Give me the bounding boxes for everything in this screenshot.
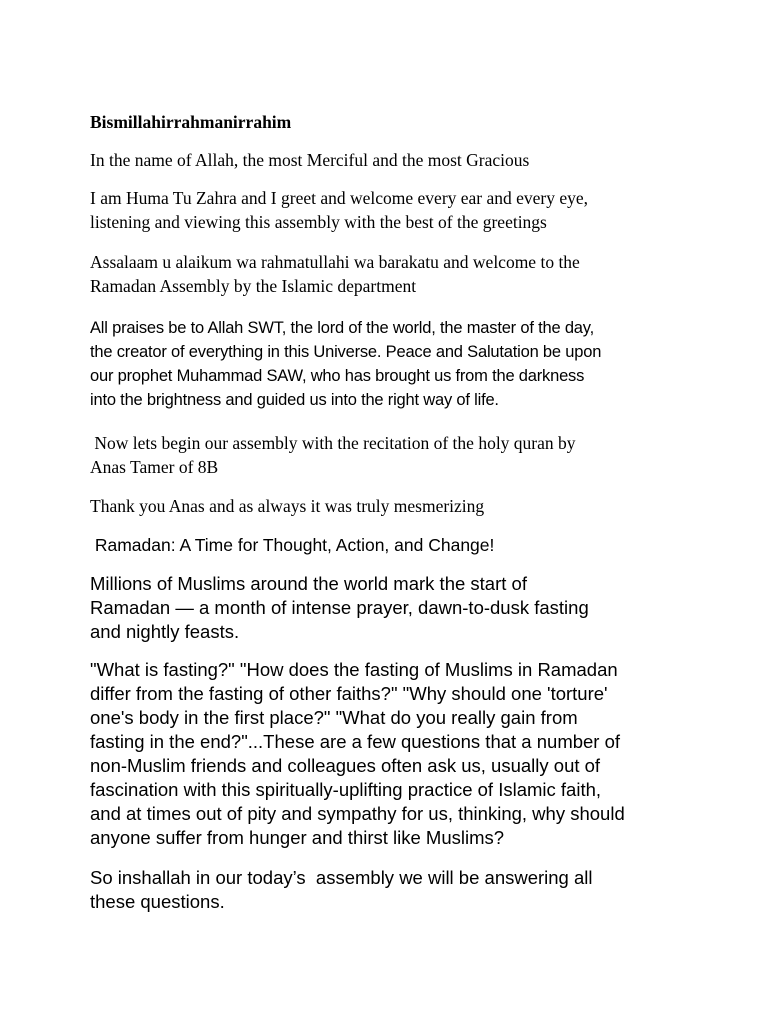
subheading: Ramadan: A Time for Thought, Action, and Change! <box>90 535 495 555</box>
text-line: Anas Tamer of 8B <box>90 457 219 477</box>
paragraph-recitation <box>90 431 690 479</box>
paragraph-ramadan-intro <box>90 572 690 644</box>
text-line: and nightly feasts. <box>90 621 240 642</box>
text-line: Now lets begin our assembly with the recitation of the holy quran by <box>90 433 576 453</box>
paragraph-questions <box>90 658 690 850</box>
text-line: So inshallah in our today’s assembly we will be answering all <box>90 867 593 888</box>
text-line: one's body in the first place?" "What do you really gain from <box>90 707 578 728</box>
paragraph-thanks: Thank you Anas and as always it was truly mesmerizing <box>90 496 485 516</box>
paragraph-praises <box>90 316 690 412</box>
text-line: our prophet Muhammad SAW, who has brought us from the darkness <box>90 367 585 385</box>
text-line: into the brightness and guided us into the right way of life. <box>90 391 499 409</box>
paragraph-closing <box>90 866 690 914</box>
text-line: Millions of Muslims around the world mark the start of <box>90 573 527 594</box>
text-line: differ from the fasting of other faiths?" "Why should one 'torture' <box>90 683 608 704</box>
text-line: anyone suffer from hunger and thirst like Muslims? <box>90 827 505 848</box>
text-line: these questions. <box>90 891 225 912</box>
text-line: Ramadan Assembly by the Islamic department <box>90 276 417 296</box>
text-line: I am Huma Tu Zahra and I greet and welcome every ear and every eye, <box>90 188 589 208</box>
text-line: fasting in the end?"...These are a few questions that a number of <box>90 731 621 752</box>
text-line: "What is fasting?" "How does the fasting of Muslims in Ramadan <box>90 659 618 680</box>
text-line: non-Muslim friends and colleagues often ask us, usually out of <box>90 755 601 776</box>
text-line: listening and viewing this assembly with the best of the greetings <box>90 212 547 232</box>
paragraph-introduction <box>90 186 690 234</box>
text-line: All praises be to Allah SWT, the lord of the world, the master of the day, <box>90 319 594 337</box>
text-line: Assalaam u alaikum wa rahmatullahi wa barakatu and welcome to the <box>90 252 580 272</box>
paragraph-salaam <box>90 250 690 298</box>
text-line: Ramadan — a month of intense prayer, dawn-to-dusk fasting <box>90 597 589 618</box>
text-line: the creator of everything in this Universe. Peace and Salutation be upon <box>90 343 602 361</box>
text-line: and at times out of pity and sympathy for us, thinking, why should <box>90 803 625 824</box>
text-line: fascination with this spiritually-uplifting practice of Islamic faith, <box>90 779 602 800</box>
paragraph-greeting: In the name of Allah, the most Merciful and the most Gracious <box>90 150 530 170</box>
document-heading: Bismillahirrahmanirrahim <box>90 112 292 132</box>
